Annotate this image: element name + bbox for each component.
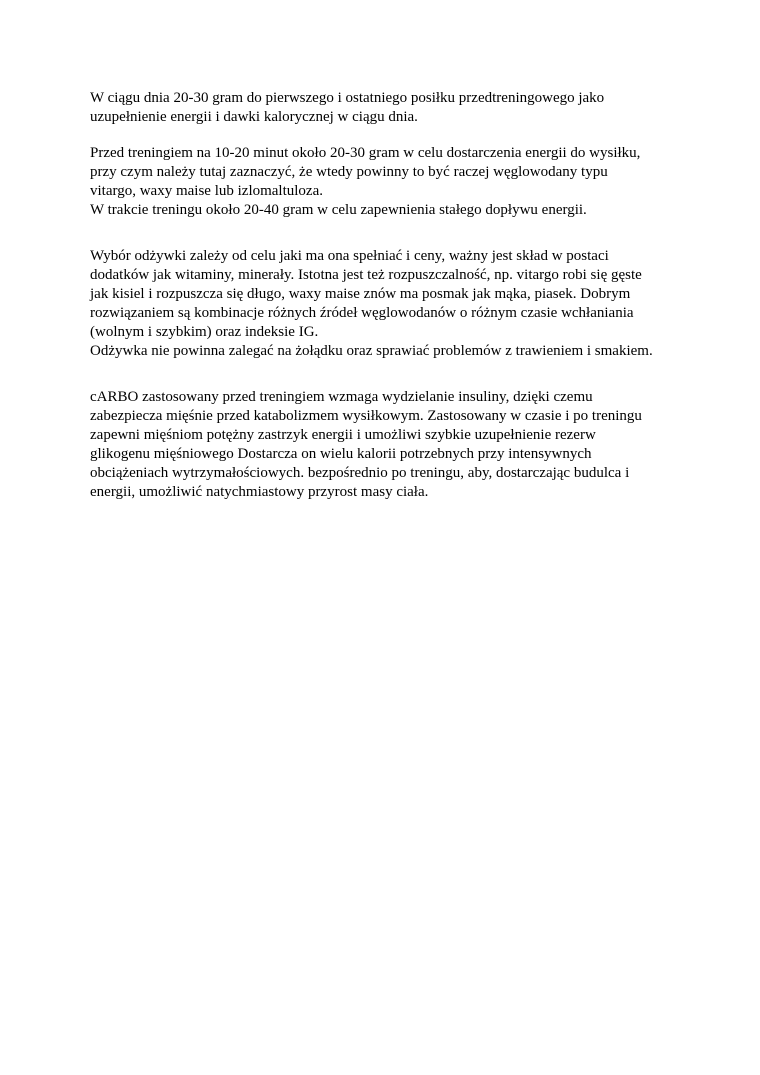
text-line: Wybór odżywki zależy od celu jaki ma ona spełniać i ceny, ważny jest skład w postaci [90, 248, 609, 264]
paragraph-supplement-choice [90, 247, 675, 361]
text-line: vitargo, waxy maise lub izlomaltuloza. [90, 183, 323, 199]
text-line: dodatków jak witaminy, minerały. Istotna jest też rozpuszczalność, np. vitargo robi się gęste [90, 267, 642, 283]
text-line: Odżywka nie powinna zalegać na żołądku oraz sprawiać problemów z trawieniem i smakiem. [90, 343, 653, 359]
text-line: zabezpiecza mięśnie przed katabolizmem wysiłkowym. Zastosowany w czasie i po treningu [90, 408, 642, 424]
paragraph-daily-intake [90, 89, 675, 127]
text-line: W trakcie treningu około 20-40 gram w celu zapewnienia stałego dopływu energii. [90, 202, 587, 218]
text-line: Przed treningiem na 10-20 minut około 20-30 gram w celu dostarczenia energii do wysiłku, [90, 145, 641, 161]
text-line: przy czym należy tutaj zaznaczyć, że wtedy powinny to być raczej węglowodany typu [90, 164, 608, 180]
text-line: obciążeniach wytrzymałościowych. bezpośrednio po treningu, aby, dostarczając budulca i [90, 465, 630, 481]
text-line: zapewni mięśniom potężny zastrzyk energii i umożliwi szybkie uzupełnienie rezerw [90, 427, 596, 443]
text-line: cARBO zastosowany przed treningiem wzmaga wydzielanie insuliny, dzięki czemu [90, 389, 593, 405]
text-line: glikogenu mięśniowego Dostarcza on wielu kalorii potrzebnych przy intensywnych [90, 446, 592, 462]
paragraph-carbo-effects [90, 388, 675, 502]
paragraph-pre-workout [90, 144, 675, 220]
text-line: jak kisiel i rozpuszcza się długo, waxy maise znów ma posmak jak mąka, piasek. Dobrym [90, 286, 631, 302]
text-line: uzupełnienie energii i dawki kalorycznej w ciągu dnia. [90, 109, 418, 125]
text-line: (wolnym i szybkim) oraz indeksie IG. [90, 324, 319, 340]
text-line: W ciągu dnia 20-30 gram do pierwszego i ostatniego posiłku przedtreningowego jako [90, 90, 605, 106]
text-line: rozwiązaniem są kombinacje różnych źródeł węglowodanów o różnym czasie wchłaniania [90, 305, 634, 321]
text-line: energii, umożliwić natychmiastowy przyrost masy ciała. [90, 484, 429, 500]
document-text-body [90, 89, 675, 502]
